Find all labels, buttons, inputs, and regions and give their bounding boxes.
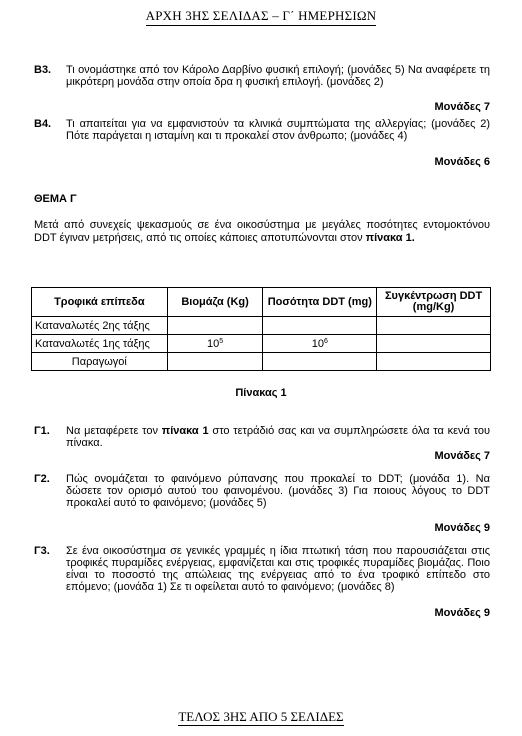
question-g3 bbox=[34, 545, 490, 593]
question-g1 bbox=[34, 425, 490, 449]
question-number: Γ3. bbox=[34, 545, 50, 557]
table-header: Ποσότητα DDT (mg) bbox=[263, 288, 377, 317]
g1-text-start: Να μεταφέρετε τον bbox=[66, 425, 162, 437]
marks-g3: Μονάδες 9 bbox=[434, 607, 490, 619]
table-header: Συγκέντρωση DDT (mg/Kg) bbox=[377, 288, 491, 317]
table-header: Βιομάζα (Kg) bbox=[167, 288, 263, 317]
question-text: Πώς ονομάζεται το φαινόμενο ρύπανσης που προκαλεί το DDT; (μονάδα 1). Να δώσετε τον ορισμό αυτού του φαινομένου. (μονάδες 3) Για ποιους λόγους το DDT προκαλεί αυτό το φαινόμενο; (μονάδες 5) bbox=[66, 473, 490, 509]
table-row bbox=[32, 353, 491, 371]
page-footer-text: ΤΕΛΟΣ 3ΗΣ ΑΠΟ 5 ΣΕΛΙΔΕΣ bbox=[178, 709, 344, 724]
intro-table-ref: πίνακα 1 bbox=[365, 231, 412, 244]
marks-g1: Μονάδες 7 bbox=[434, 450, 490, 462]
table-cell-level: Καταναλωτές 2ης τάξης bbox=[32, 317, 168, 335]
g1-text-end: στο τετράδιό σας και να συμπληρώσετε όλα τα κενά του πίνακα. bbox=[66, 425, 490, 449]
table-row bbox=[32, 335, 491, 353]
intro-paragraph bbox=[34, 219, 490, 244]
question-number: Γ2. bbox=[34, 473, 50, 485]
table-cell-biomass bbox=[167, 353, 263, 371]
ddt-table bbox=[31, 287, 491, 371]
question-text: Τι ονομάστηκε από τον Κάρολο Δαρβίνο φυσική επιλογή; (μονάδες 5) Να αναφέρετε τη μικρότερη μονάδα στην οποία δρα η φυσική επιλογή. (μονάδες 2) bbox=[66, 64, 490, 88]
question-number: Β4. bbox=[34, 118, 52, 130]
question-text: Τι απαιτείται για να εμφανιστούν τα κλινικά συμπτώματα της αλλεργίας; (μονάδες 2) Πότε παράγεται η ισταμίνη και τι προκαλεί στον άνθρωπο; (μονάδες 4) bbox=[66, 118, 490, 142]
question-text bbox=[66, 425, 490, 449]
table-header-row bbox=[32, 288, 491, 317]
table-cell-concentration bbox=[377, 335, 491, 353]
biomass-exponent: 5 bbox=[219, 337, 224, 345]
header-underline bbox=[146, 25, 376, 26]
table-cell-biomass bbox=[167, 335, 263, 353]
table-cell-level: Καταναλωτές 1ης τάξης bbox=[32, 335, 168, 353]
marks-b3: Μονάδες 7 bbox=[434, 101, 490, 113]
table-cell-biomass bbox=[167, 317, 263, 335]
intro-text: Μετά από συνεχείς ψεκασμούς σε ένα οικοσύστημα με μεγάλες ποσότητες εντομοκτόνου DDT έγιναν μετρήσεις, από τις οποίες κάποιες αποτυπώνονται στον bbox=[34, 219, 490, 244]
marks-b4: Μονάδες 6 bbox=[434, 156, 490, 168]
ddt-exponent: 6 bbox=[323, 337, 328, 345]
question-b3 bbox=[34, 64, 490, 88]
table-cell-ddt bbox=[263, 335, 377, 353]
intro-end: . bbox=[411, 231, 415, 244]
table-cell-ddt bbox=[263, 317, 377, 335]
page-header-text: ΑΡΧΗ 3ΗΣ ΣΕΛΙΔΑΣ – Γ΄ ΗΜΕΡΗΣΙΩΝ bbox=[145, 8, 377, 23]
page-footer bbox=[0, 709, 522, 725]
section-title: ΘΕΜΑ Γ bbox=[34, 193, 77, 205]
question-number: Β3. bbox=[34, 64, 52, 76]
question-b4 bbox=[34, 118, 490, 142]
marks-g2: Μονάδες 9 bbox=[434, 522, 490, 534]
question-text: Σε ένα οικοσύστημα σε γενικές γραμμές η ίδια πτωτική τάση που παρουσιάζεται στις τροφικές πυραμίδες ενέργειας, εμφανίζεται και στις τροφικές πυραμίδες βιομάζας. Ποιο είναι το ποσοστό της απώλειας της ενέργειας από το ένα τροφικό επίπεδο στο επόμενο; (μονάδα 1) Σε τι οφείλεται αυτό το φαινόμενο; (μονάδες 8) bbox=[66, 545, 490, 593]
question-g2 bbox=[34, 473, 490, 509]
page-header bbox=[0, 8, 522, 26]
table-cell-ddt bbox=[263, 353, 377, 371]
biomass-base: 10 bbox=[206, 337, 220, 350]
table-cell-level: Παραγωγοί bbox=[32, 353, 168, 371]
ddt-base: 10 bbox=[311, 337, 324, 350]
table-cell-concentration bbox=[377, 353, 491, 371]
g1-table-ref: πίνακα 1 bbox=[161, 425, 209, 437]
table-row bbox=[32, 317, 491, 335]
table-header: Τροφικά επίπεδα bbox=[32, 288, 168, 317]
table-caption: Πίνακας 1 bbox=[235, 387, 287, 399]
question-number: Γ1. bbox=[34, 425, 50, 437]
table-cell-concentration bbox=[377, 317, 491, 335]
